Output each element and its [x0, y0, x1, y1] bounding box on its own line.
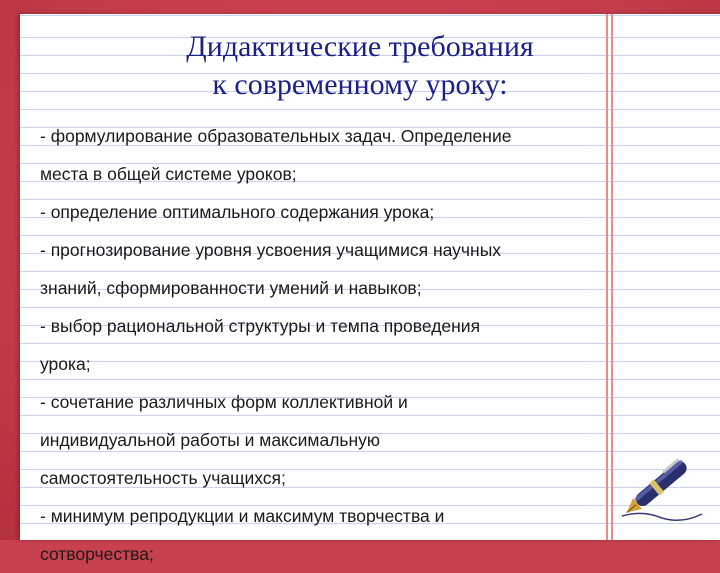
text-line: самостоятельность учащихся; [40, 468, 286, 488]
text-line: - минимум репродукции и максимум творчества и [40, 506, 445, 526]
text-line: - выбор рациональной структуры и темпа проведения [40, 316, 481, 336]
title-line-1: Дидактические требования [186, 30, 534, 63]
text-line: урока; [40, 354, 91, 374]
margin-line [606, 14, 608, 540]
text-line: сотворчества; [40, 544, 154, 564]
text-line: места в общей системе уроков; [40, 164, 297, 184]
text-line: - прогнозирование уровня усвоения учащимися научных [40, 240, 502, 260]
requirements-list [40, 117, 605, 573]
title-line-2: к современному уроку: [212, 68, 508, 101]
text-line: - определение оптимального содержания урока; [40, 202, 435, 222]
text-line: - сочетание различных форм коллективной и [40, 392, 408, 412]
text-line: - формулирование образовательных задач. Определение [40, 126, 512, 146]
text-line: знаний, сформированности умений и навыков; [40, 278, 422, 298]
slide-title [150, 28, 570, 104]
text-line: индивидуальной работы и максимальную [40, 430, 381, 450]
fountain-pen-icon [612, 438, 712, 528]
